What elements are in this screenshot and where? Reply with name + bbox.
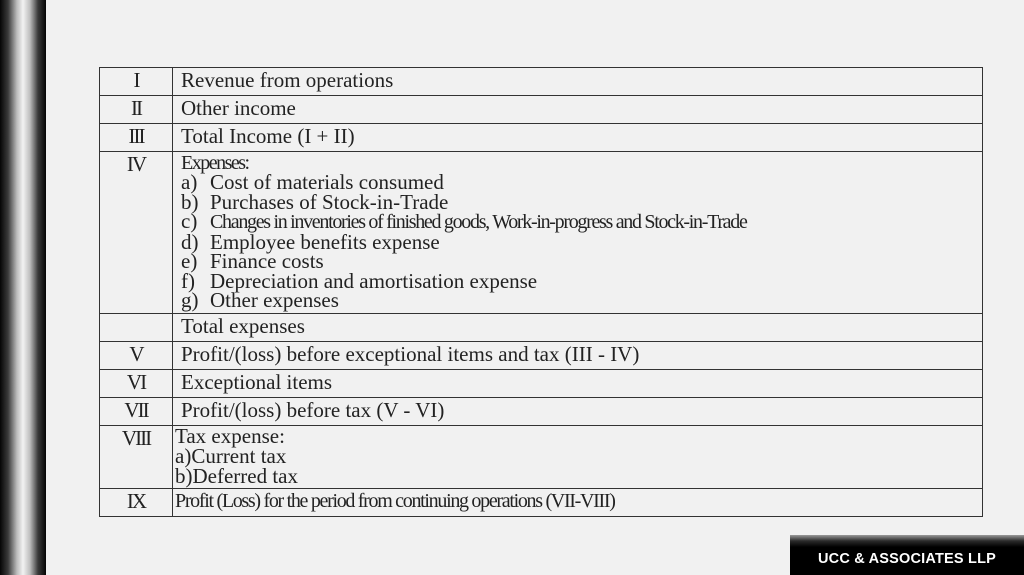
row-number: VI bbox=[100, 370, 173, 398]
row-number: III bbox=[100, 124, 173, 152]
row-label: Profit (Loss) for the period from continuing operations (VII-VIII) bbox=[173, 489, 983, 517]
list-item: b)Deferred tax bbox=[175, 464, 299, 488]
table-row bbox=[100, 489, 983, 517]
table-row bbox=[100, 314, 983, 342]
table-row bbox=[100, 342, 983, 370]
row-number bbox=[100, 314, 173, 342]
list-item: a)Current tax bbox=[175, 444, 287, 468]
row-label: Exceptional items bbox=[173, 370, 983, 398]
list-item: f) Depreciation and amortisation expense bbox=[181, 268, 538, 293]
expenses-heading: Expenses: bbox=[181, 152, 249, 174]
tax-cell bbox=[173, 426, 983, 489]
list-item: a) Cost of materials consumed bbox=[181, 170, 444, 194]
table-row bbox=[100, 124, 983, 152]
row-number: IV bbox=[100, 152, 173, 314]
tax-heading: Tax expense: bbox=[175, 424, 285, 448]
expenses-cell bbox=[173, 152, 983, 314]
table-row bbox=[100, 68, 983, 96]
table-row-tax bbox=[100, 426, 983, 489]
row-label: Total expenses bbox=[173, 314, 983, 342]
row-number: VIII bbox=[100, 426, 173, 489]
list-item: g) Other expenses bbox=[181, 288, 339, 312]
row-label: Total Income (I + II) bbox=[173, 124, 983, 152]
row-number: I bbox=[100, 68, 173, 96]
row-number: IX bbox=[100, 489, 173, 517]
row-label: Revenue from operations bbox=[173, 68, 983, 96]
row-label: Other income bbox=[173, 96, 983, 124]
left-decorative-bar bbox=[0, 0, 46, 575]
list-item: d) Employee benefits expense bbox=[181, 229, 440, 254]
expenses-list bbox=[181, 170, 982, 312]
list-item: e) Finance costs bbox=[181, 249, 324, 273]
branding-footer: UCC & ASSOCIATES LLP bbox=[790, 535, 1024, 575]
row-number: VII bbox=[100, 398, 173, 426]
list-item: c) Changes in inventories of finished goods, Work-in-progress and Stock-in-Trade bbox=[181, 209, 747, 233]
row-number: II bbox=[100, 96, 173, 124]
table-row-expenses bbox=[100, 152, 983, 314]
row-number: V bbox=[100, 342, 173, 370]
list-item: b) Purchases of Stock-in-Trade bbox=[181, 189, 449, 214]
profit-loss-statement-table bbox=[99, 67, 983, 517]
row-label: Profit/(loss) before tax (V - VI) bbox=[173, 398, 983, 426]
row-label: Profit/(loss) before exceptional items and tax (III - IV) bbox=[173, 342, 983, 370]
table-row bbox=[100, 370, 983, 398]
table-row bbox=[100, 398, 983, 426]
table-row bbox=[100, 96, 983, 124]
